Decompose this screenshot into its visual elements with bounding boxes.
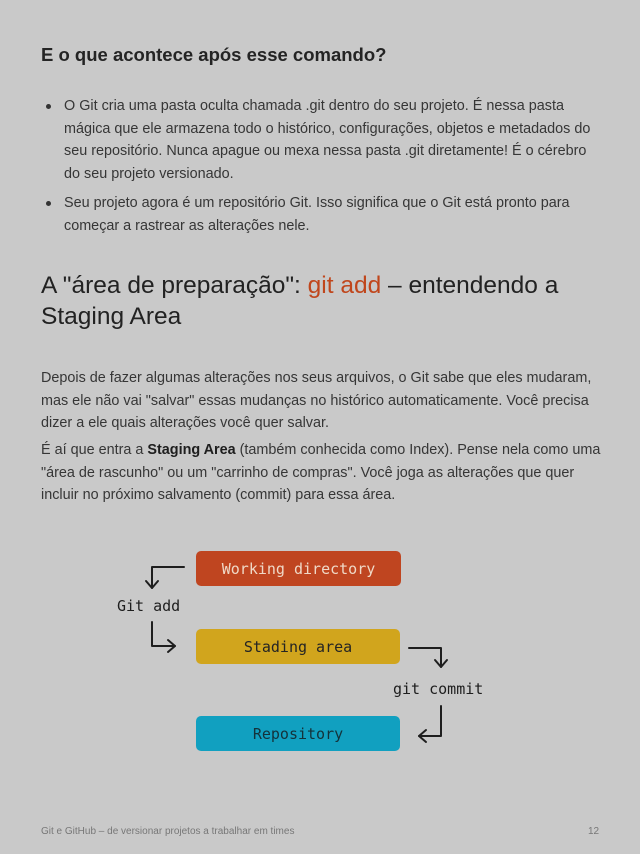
staging-area-box: Stading area bbox=[196, 629, 400, 664]
git-commit-label: git commit bbox=[393, 680, 484, 698]
section-subtitle: E o que acontece após esse comando? bbox=[41, 44, 387, 65]
arrow-to-git-add bbox=[152, 567, 184, 588]
paragraph-staging-after: (também conhecida como Index). Pense nela como uma "área de rascunho" ou um "carrinho de compras". Você joga as alterações que quer incluir no próximo salvamento (commit) para essa área. bbox=[41, 442, 601, 503]
footer-title: Git e GitHub – de versionar projetos a trabalhar em times bbox=[41, 826, 295, 837]
working-directory-box: Working directory bbox=[196, 551, 401, 586]
page-number: 12 bbox=[588, 826, 600, 837]
paragraph-staging-before: É aí que entra a bbox=[41, 442, 148, 458]
heading-highlight: git add bbox=[307, 272, 382, 299]
arrow-from-git-commit bbox=[419, 706, 441, 736]
bullet-item: Seu projeto agora é um repositório Git. Isso significa que o Git está pronto para começar a rastrear as alterações nele. bbox=[44, 192, 604, 237]
heading-text-before: A "área de preparação": bbox=[41, 272, 308, 299]
git-add-label: Git add bbox=[117, 597, 181, 615]
paragraph-staging-bold: Staging Area bbox=[147, 442, 236, 458]
heading-text-after: – entendendo a Staging Area bbox=[41, 272, 559, 330]
repository-box: Repository bbox=[196, 716, 400, 751]
arrow-to-git-commit bbox=[409, 648, 441, 667]
bullet-item: O Git cria uma pasta oculta chamada .git dentro do seu projeto. É nessa pasta mágica que ele armazena todo o histórico, configurações, objetos e metadados do seu repositório. Nunca apague ou mexa nessa pasta .git diretamente! É o cérebro do seu projeto versionado. bbox=[44, 95, 604, 185]
paragraph-intro: Depois de fazer algumas alterações nos seus arquivos, o Git sabe que eles mudaram, mas ele não vai "salvar" essas mudanças no histórico automaticamente. Você precisa dizer a ele quais alterações você quer salvar. bbox=[41, 370, 592, 431]
